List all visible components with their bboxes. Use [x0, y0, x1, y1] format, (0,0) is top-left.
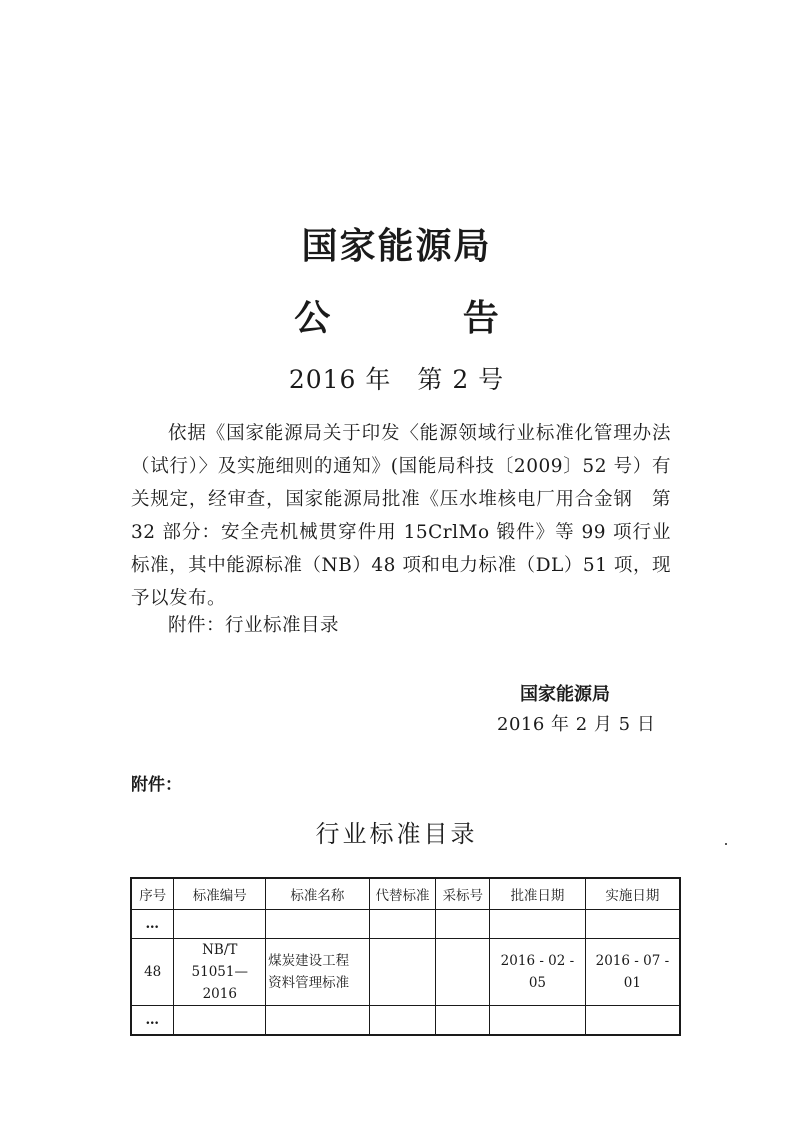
name-line-2: 资料管理标准 [268, 975, 350, 991]
table-row-ellipsis-top [131, 910, 680, 939]
table-header-row [131, 878, 680, 910]
empty-cell [585, 1006, 680, 1036]
header-code: 标准编号 [174, 878, 266, 910]
empty-cell [369, 1006, 436, 1036]
header-name: 标准名称 [266, 878, 370, 910]
empty-cell [369, 910, 436, 939]
header-effective-date: 实施日期 [585, 878, 680, 910]
empty-cell [490, 910, 586, 939]
empty-cell [436, 1006, 490, 1036]
empty-cell [174, 1006, 266, 1036]
row-adopted [436, 939, 490, 1006]
empty-cell [266, 910, 370, 939]
attachment-note: 附件：行业标准目录 [168, 615, 340, 636]
signature-organization: 国家能源局 [520, 684, 610, 705]
scan-speck [725, 843, 727, 845]
name-line-1: 煤炭建设工程 [268, 953, 350, 969]
document-type-title: 公 告 [294, 298, 559, 339]
issuing-organization-title: 国家能源局 [301, 226, 492, 267]
ellipsis-cell: … [131, 1006, 174, 1036]
announcement-body: 依据《国家能源局关于印发〈能源领域行业标准化管理办法（试行）〉及实施细则的通知》(国能局科技〔2009〕52 号）有关规定，经审查，国家能源局批准《压水堆核电厂用合金钢 第 32 部分：安全壳机械贯穿件用 15CrlMo 锻件》等 99 项行业标准，其中能源标准（NB）48 项和电力标准（DL）51 项，现予以发布。 [131, 423, 671, 609]
code-line-2: 51051—2016 [191, 964, 248, 1002]
attachment-heading: 附件： [131, 775, 182, 795]
code-line-1: NB/T [202, 942, 238, 958]
empty-cell [436, 910, 490, 939]
row-standard-code [174, 939, 266, 1006]
standards-table [130, 877, 681, 1036]
header-adopted: 采标号 [436, 878, 490, 910]
header-replaces: 代替标准 [369, 878, 436, 910]
standards-list-title: 行业标准目录 [315, 820, 478, 848]
row-replaces [369, 939, 436, 1006]
document-number: 2016 年 第 2 号 [288, 365, 505, 394]
row-effective-date: 2016 - 07 - 01 [585, 939, 680, 1006]
empty-cell [174, 910, 266, 939]
table-row [131, 939, 680, 1006]
empty-cell [490, 1006, 586, 1036]
row-index: 48 [131, 939, 174, 1006]
header-approval-date: 批准日期 [490, 878, 586, 910]
row-approval-date: 2016 - 02 - 05 [490, 939, 586, 1006]
table-row-ellipsis-bottom [131, 1006, 680, 1036]
empty-cell [266, 1006, 370, 1036]
header-index: 序号 [131, 878, 174, 910]
row-standard-name [266, 939, 370, 1006]
ellipsis-cell: … [131, 910, 174, 939]
empty-cell [585, 910, 680, 939]
signature-date: 2016 年 2 月 5 日 [497, 714, 656, 735]
